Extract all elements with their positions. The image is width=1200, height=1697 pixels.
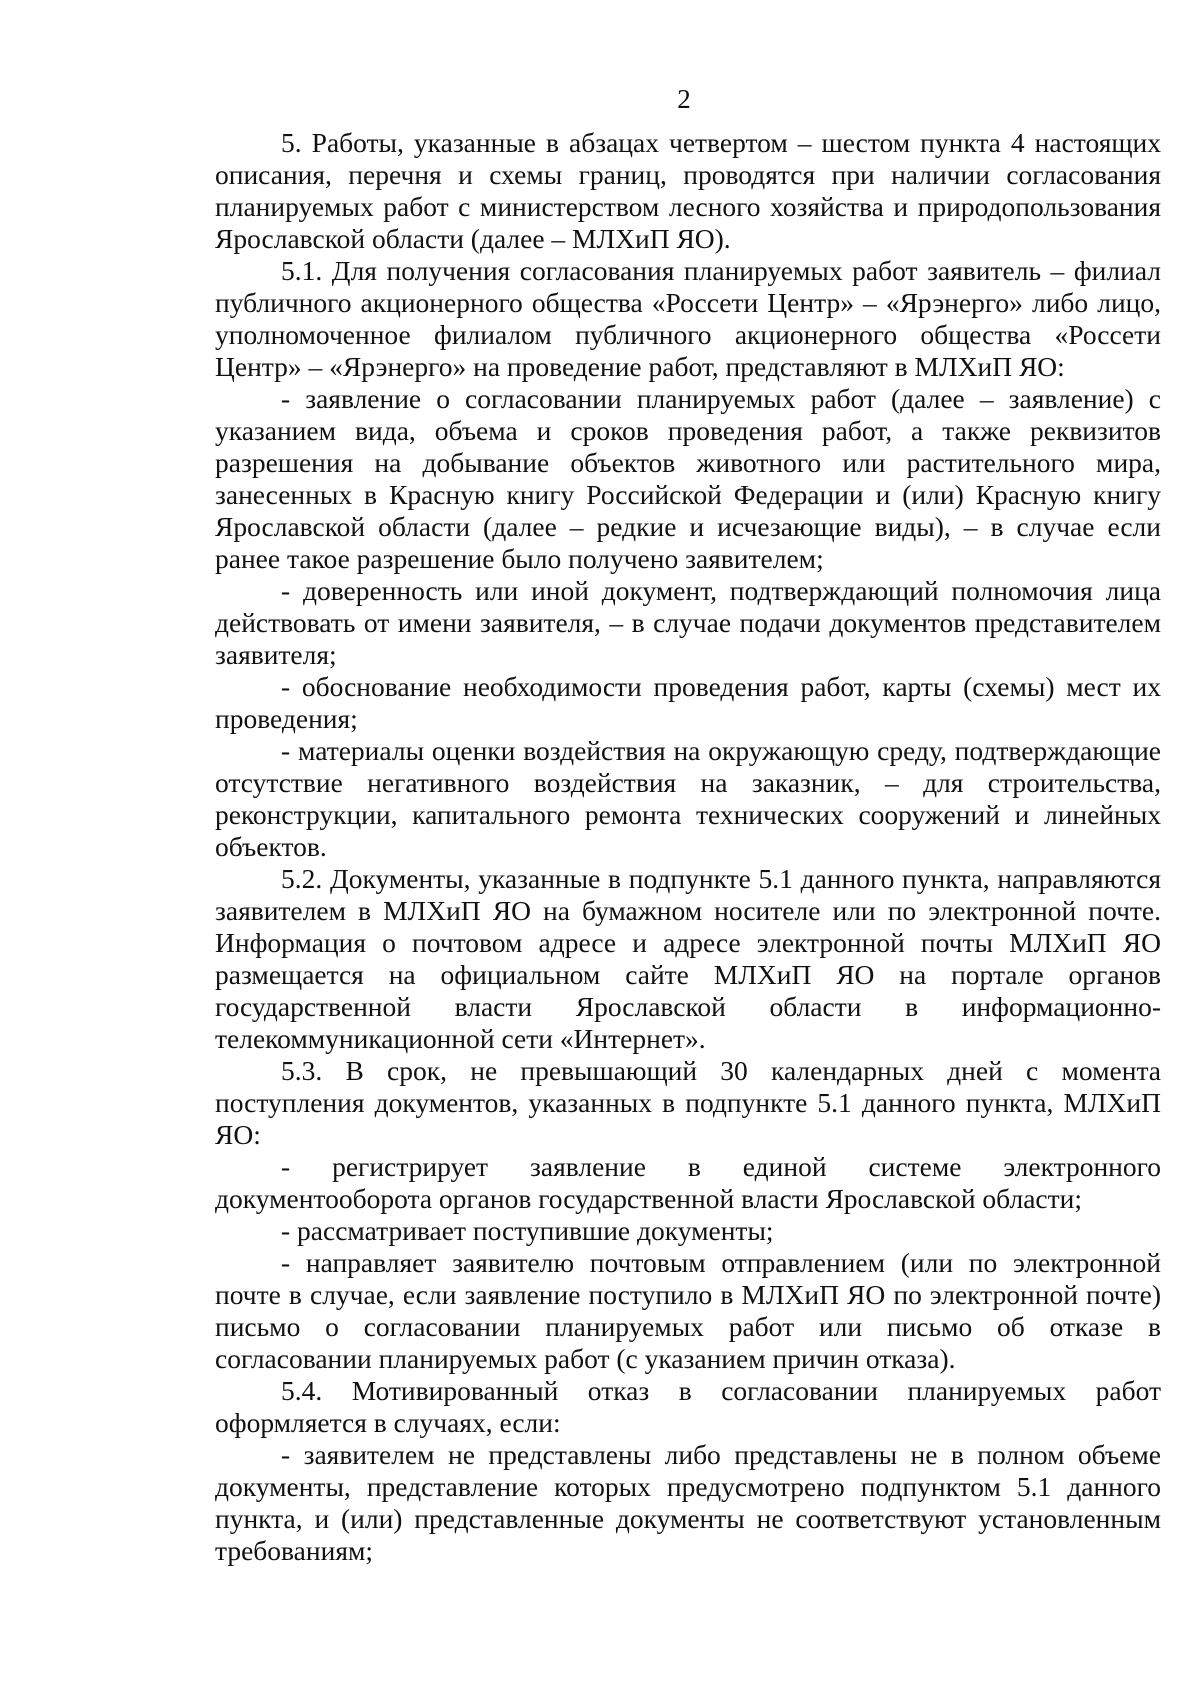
document-body: [215, 127, 1161, 1567]
list-item-registers: - регистрирует заявление в единой системе электронного документооборота органов государственной власти Ярославской области;: [215, 1151, 1161, 1214]
page-number: 2: [677, 84, 691, 114]
list-item-application: - заявление о согласовании планируемых работ (далее – заявление) с указанием вида, объема и сроков проведения работ, а также реквизитов разрешения на добывание объектов животного или растительного мира, занесенных в Красную книгу Российской Федерации и (или) Красную книгу Ярославской области (далее – редкие и исчезающие виды), – в случае если ранее такое разрешение было получено заявителем;: [215, 383, 1161, 574]
list-item-reviews: - рассматривает поступившие документы;: [281, 1215, 774, 1246]
paragraph-5-4: 5.4. Мотивированный отказ в согласовании планируемых работ оформляется в случаях, если:: [215, 1375, 1161, 1438]
paragraph-5-3: 5.3. В срок, не превышающий 30 календарных дней с момента поступления документов, указанных в подпункте 5.1 данного пункта, МЛХиП ЯО:: [215, 1055, 1161, 1150]
list-item-justification: - обоснование необходимости проведения работ, карты (схемы) мест их проведения;: [215, 671, 1161, 734]
list-item-impact-assessment: - материалы оценки воздействия на окружающую среду, подтверждающие отсутствие негативного воздействия на заказник, – для строительства, реконструкции, капитального ремонта технических сооружений и линейных объектов.: [215, 735, 1161, 862]
list-item-power-of-attorney: - доверенность или иной документ, подтверждающий полномочия лица действовать от имени заявителя, – в случае подачи документов представителем заявителя;: [215, 575, 1161, 670]
list-item-incomplete-documents: - заявителем не представлены либо представлены не в полном объеме документы, представление которых предусмотрено подпунктом 5.1 данного пункта, и (или) представленные документы не соответствуют установленным требованиям;: [215, 1439, 1161, 1566]
paragraph-5-1: 5.1. Для получения согласования планируемых работ заявитель – филиал публичного акционерного общества «Россети Центр» – «Ярэнерго» либо лицо, уполномоченное филиалом публичного акционерного общества «Россети Центр» – «Ярэнерго» на проведение работ, представляют в МЛХиП ЯО:: [215, 255, 1161, 382]
paragraph-5-2: 5.2. Документы, указанные в подпункте 5.1 данного пункта, направляются заявителем в МЛХиП ЯО на бумажном носителе или по электронной почте. Информация о почтовом адресе и адресе электронной почты МЛХиП ЯО размещается на официальном сайте МЛХиП ЯО на портале органов государственной власти Ярославской области в информационно-телекоммуникационной сети «Интернет».: [215, 863, 1161, 1054]
paragraph-5: 5. Работы, указанные в абзацах четвертом – шестом пункта 4 настоящих описания, перечня и схемы границ, проводятся при наличии согласования планируемых работ с министерством лесного хозяйства и природопользования Ярославской области (далее – МЛХиП ЯО).: [215, 127, 1161, 254]
list-item-sends-letter: - направляет заявителю почтовым отправлением (или по электронной почте в случае, если заявление поступило в МЛХиП ЯО по электронной почте) письмо о согласовании планируемых работ или письмо об отказе в согласовании планируемых работ (с указанием причин отказа).: [215, 1247, 1161, 1374]
